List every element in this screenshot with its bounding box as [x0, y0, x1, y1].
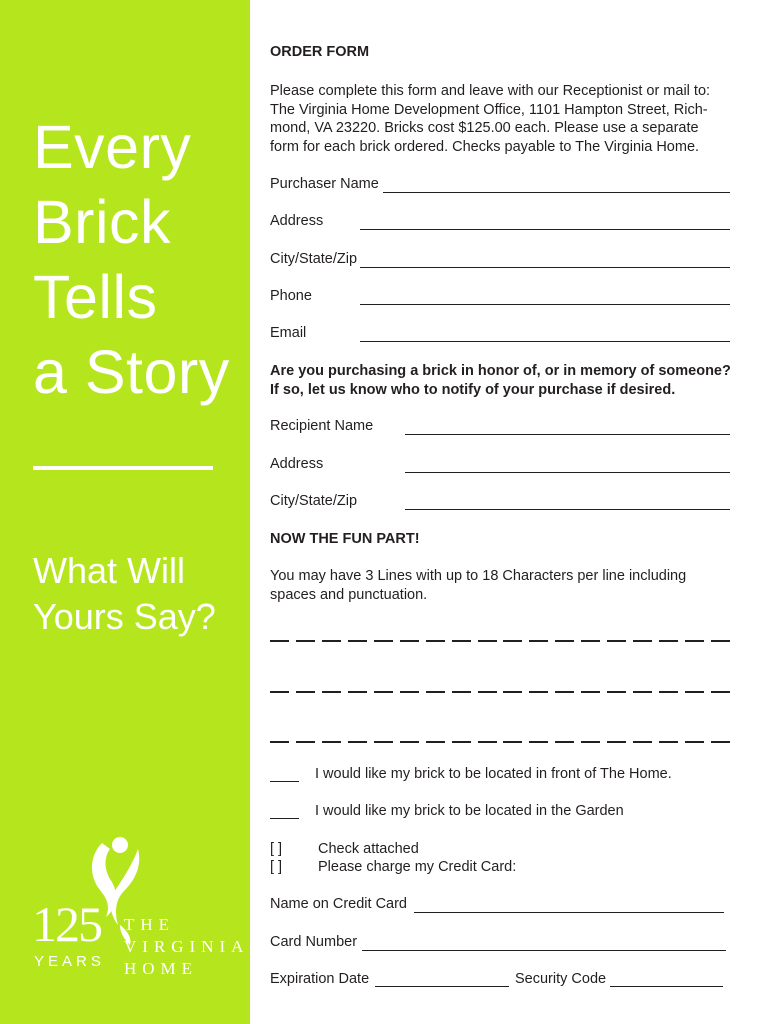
checkbox-bracket[interactable]: [ ] — [270, 841, 283, 857]
security-label: Security Code — [515, 971, 607, 987]
logo-line: THE — [124, 915, 176, 934]
subtitle-line: What Will — [33, 550, 185, 591]
field-line[interactable] — [360, 304, 730, 305]
field-label: Address — [270, 213, 324, 229]
field-line[interactable] — [360, 267, 730, 268]
form-title: ORDER FORM — [270, 44, 370, 60]
field-line[interactable] — [362, 950, 726, 951]
intro-line: mond, VA 23220. Bricks cost $125.00 each. Please use a separate — [270, 120, 699, 136]
field-label: Name on Credit Card — [270, 896, 407, 912]
expiration-security-row — [270, 970, 732, 990]
field-label: City/State/Zip — [270, 493, 358, 509]
brick-line-2[interactable] — [270, 691, 730, 695]
subtitle — [33, 548, 216, 640]
field-line[interactable] — [405, 509, 730, 510]
purchaser-city-field[interactable] — [270, 250, 732, 270]
card-name-field[interactable] — [270, 895, 732, 915]
option-label: Please charge my Credit Card: — [318, 859, 517, 875]
option-label: Check attached — [318, 841, 419, 857]
logo-years: YEARS — [34, 953, 105, 970]
fun-line: You may have 3 Lines with up to 18 Characters per line including — [270, 568, 687, 584]
field-label: City/State/Zip — [270, 251, 358, 267]
intro-line: form for each brick ordered. Checks payable to The Virginia Home. — [270, 138, 700, 155]
expiration-label: Expiration Date — [270, 971, 370, 987]
virginia-home-logo — [30, 835, 250, 985]
logo-line: HOME — [124, 959, 199, 978]
honor-line: Are you purchasing a brick in honor of, or in memory of someone? — [270, 363, 731, 379]
tagline-line: Tells — [33, 263, 158, 331]
intro-line: Please complete this form and leave with our Receptionist or mail to: — [270, 83, 711, 99]
recipient-address-field[interactable] — [270, 455, 732, 475]
honor-line: If so, let us know who to notify of your purchase if desired. — [270, 381, 676, 398]
logo-line: VIRGINIA — [124, 937, 250, 956]
fun-part-text — [270, 567, 732, 604]
fun-line: spaces and punctuation. — [270, 586, 428, 603]
field-line[interactable] — [414, 912, 724, 913]
field-label: Purchaser Name — [270, 176, 379, 192]
location-garden-option[interactable] — [270, 802, 732, 822]
recipient-city-field[interactable] — [270, 492, 732, 512]
brick-line-3[interactable] — [270, 741, 730, 745]
field-label: Card Number — [270, 934, 358, 950]
logo-number: 125 — [32, 896, 101, 952]
credit-card-option[interactable] — [270, 858, 732, 878]
brick-line-1[interactable] — [270, 640, 730, 644]
check-attached-option[interactable] — [270, 840, 732, 860]
option-blank[interactable] — [270, 818, 299, 819]
field-line[interactable] — [360, 229, 730, 230]
location-front-option[interactable] — [270, 765, 732, 785]
security-line[interactable] — [610, 986, 723, 987]
intro-line: The Virginia Home Development Office, 1101 Hampton Street, Rich- — [270, 101, 708, 118]
tagline-line: a Story — [33, 338, 230, 406]
option-blank[interactable] — [270, 781, 299, 782]
field-line[interactable] — [405, 472, 730, 473]
purchaser-address-field[interactable] — [270, 212, 732, 232]
panel-divider — [33, 466, 213, 470]
card-number-field[interactable] — [270, 933, 732, 953]
checkbox-bracket[interactable]: [ ] — [270, 859, 283, 875]
field-line[interactable] — [405, 434, 730, 435]
field-label: Address — [270, 456, 324, 472]
honor-question — [270, 362, 732, 399]
subtitle-line: Yours Say? — [33, 596, 216, 637]
recipient-name-field[interactable] — [270, 417, 732, 437]
tagline — [33, 110, 230, 410]
field-label: Recipient Name — [270, 418, 374, 434]
option-label: I would like my brick to be located in front of The Home. — [315, 766, 672, 782]
purchaser-email-field[interactable] — [270, 324, 732, 344]
fun-part-title: NOW THE FUN PART! — [270, 531, 420, 547]
expiration-line[interactable] — [375, 986, 509, 987]
intro-text — [270, 82, 732, 156]
green-side-panel — [0, 0, 250, 1024]
tagline-line: Every — [33, 113, 192, 181]
field-line[interactable] — [383, 192, 730, 193]
tagline-line: Brick — [33, 188, 172, 256]
field-label: Phone — [270, 288, 312, 304]
purchaser-name-field[interactable] — [270, 175, 732, 195]
field-line[interactable] — [360, 341, 730, 342]
field-label: Email — [270, 325, 307, 341]
option-label: I would like my brick to be located in the Garden — [315, 803, 624, 819]
purchaser-phone-field[interactable] — [270, 287, 732, 307]
